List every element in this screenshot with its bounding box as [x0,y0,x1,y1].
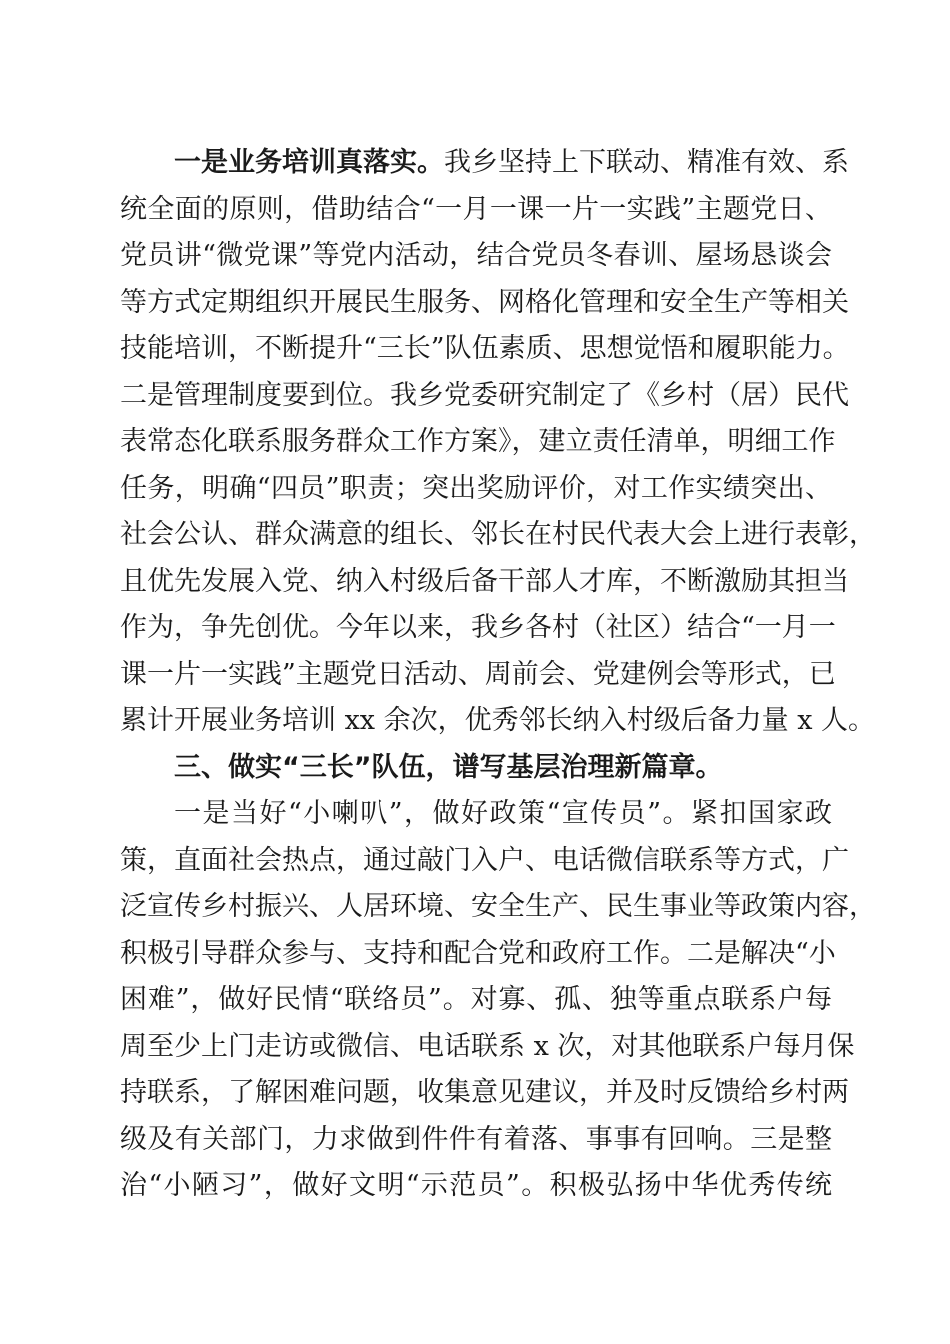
paragraph-line: 策，直面社会热点，通过敲门入户、电话微信联系等方式，广 [120,844,849,876]
paragraph-line: 一是业务培训真落实。我乡坚持上下联动、精准有效、系 [174,147,849,178]
paragraph-line: 困难”，做好民情“联络员”。对寡、孤、独等重点联系户每 [120,984,832,1015]
paragraph-line: 技能培训，不断提升“三长”队伍素质、思想觉悟和履职能力。 [120,333,850,364]
paragraph-line: 任务，明确“四员”职责；突出奖励评价，对工作实绩突出、 [120,472,832,504]
paragraph-line: 累计开展业务培训 xx 余次，优秀邻长纳入村级后备力量 x 人。 [120,705,876,736]
paragraph-line: 泛宣传乡村振兴、人居环境、安全生产、民生事业等政策内容， [120,891,876,922]
paragraph-line: 二是管理制度要到位。我乡党委研究制定了《乡村（居）民代 [120,379,849,411]
bold-lead: 一是业务培训真落实。 [174,147,444,178]
paragraph-line: 统全面的原则，借助结合“一月一课一片一实践”主题党日、 [120,193,832,225]
section-heading: 三、做实“三长”队伍，谱写基层治理新篇章。 [174,751,723,783]
paragraph-line: 持联系，了解困难问题，收集意见建议，并及时反馈给乡村两 [120,1077,849,1108]
paragraph-line: 社会公认、群众满意的组长、邻长在村民代表大会上进行表彰， [120,519,876,550]
paragraph-line: 积极引导群众参与、支持和配合党和政府工作。二是解决“小 [120,937,836,969]
paragraph-line: 表常态化联系服务群众工作方案》，建立责任清单，明细工作 [120,426,836,457]
paragraph-line: 且优先发展入党、纳入村级后备干部人才库，不断激励其担当 [120,565,849,597]
paragraph-line: 治“小陋习”，做好文明“示范员”。积极弘扬中华优秀传统 [120,1170,832,1201]
document-body [120,140,876,1210]
paragraph-line: 党员讲“微党课”等党内活动，结合党员冬春训、屋场恳谈会 [120,240,832,271]
paragraph-line: 一是当好“小喇叭”，做好政策“宣传员”。紧扣国家政 [174,798,832,829]
paragraph-line: 周至少上门走访或微信、电话联系 x 次，对其他联系户每月保 [120,1030,855,1062]
paragraph-line: 课一片一实践”主题党日活动、周前会、党建例会等形式，已 [120,658,836,690]
paragraph-line: 级及有关部门，力求做到件件有着落、事事有回响。三是整 [120,1123,832,1155]
paragraph-line: 作为，争先创优。今年以来，我乡各村（社区）结合“一月一 [120,612,836,643]
paragraph-line: 等方式定期组织开展民生服务、网格化管理和安全生产等相关 [120,286,849,318]
